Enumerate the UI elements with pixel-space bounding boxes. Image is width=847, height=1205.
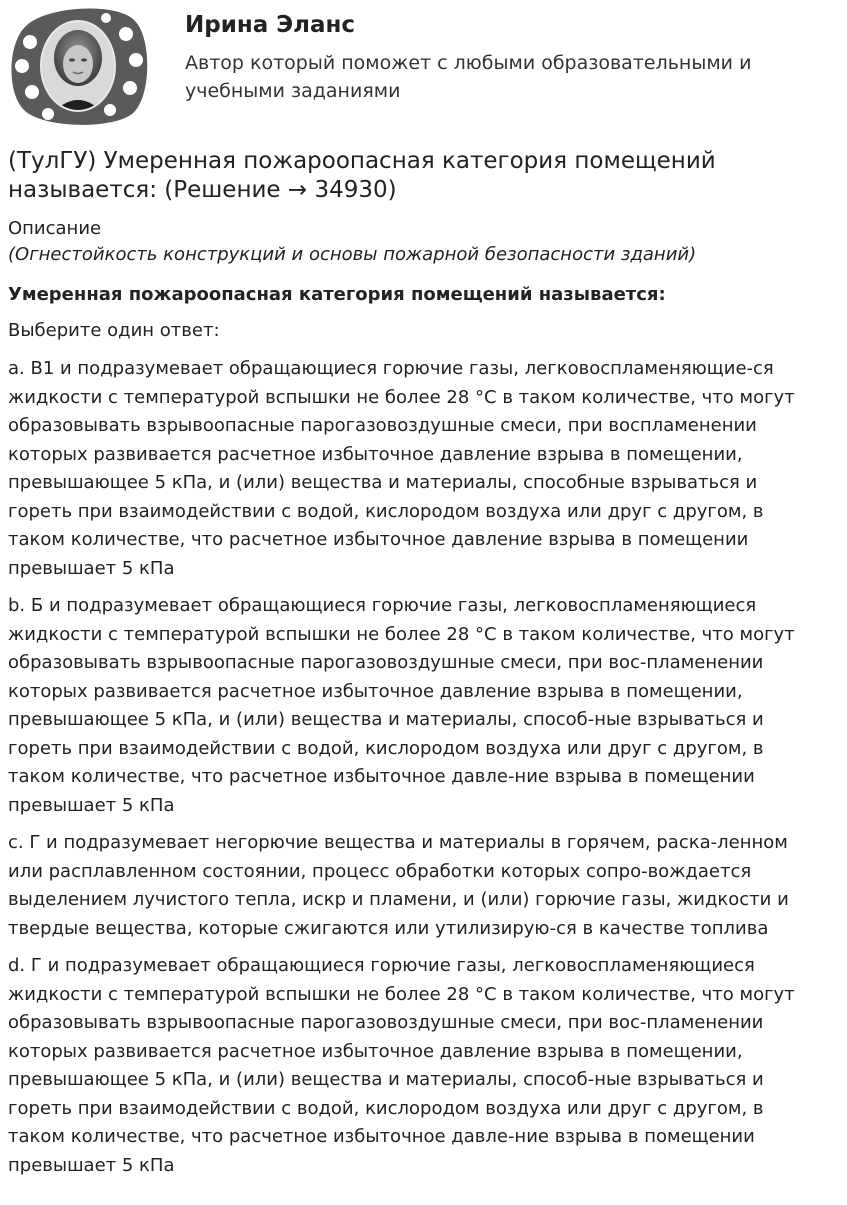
answer-prompt: Выберите один ответ: [8, 320, 220, 341]
answer-option-line: превышающее 5 кПа, и (или) вещества и материалы, способные взрываться и [8, 472, 758, 493]
answer-option-line: жидкости с температурой вспышки не более 28 °С в таком количестве, что могут [8, 386, 795, 408]
author-avatar [6, 6, 152, 126]
answer-option-line: превышает 5 кПа [8, 794, 175, 816]
answer-option-line: c. Г и подразумевает негорючие вещества и материалы в горячем, раска-ленном [8, 832, 788, 853]
answer-option-line: таком количестве, что расчетное избыточное давле-ние взрыва в помещении [8, 1126, 755, 1147]
answer-option-line: твердые вещества, которые сжигаются или утилизирую-ся в качестве топлива [8, 917, 769, 939]
answer-option-line: превышающее 5 кПа, и (или) вещества и материалы, способ-ные взрываться и [8, 709, 764, 730]
answer-option [8, 592, 844, 820]
answer-options [8, 355, 844, 1180]
page-title-line: называется: (Решение → 34930) [8, 177, 397, 203]
answer-option-line: которых развивается расчетное избыточное давление взрыва в помещении, [8, 443, 743, 465]
answer-option-line: жидкости с температурой вспышки не более 28 °С в таком количестве, что могут [8, 983, 795, 1005]
description-label: Описание [8, 218, 102, 239]
answer-option-line: образовывать взрывоопасные парогазовоздушные смеси, при вос-пламенении [8, 1012, 764, 1033]
answer-option-line: образовывать взрывоопасные парогазовоздушные смеси, при воспламенении [8, 415, 757, 436]
answer-option-line: или расплавленном состоянии, процесс обработки которых сопро-вождается [8, 860, 752, 882]
answer-option-line: гореть при взаимодействии с водой, кислородом воздуха или друг с другом, в [8, 500, 764, 522]
task-content [8, 147, 844, 1189]
answer-option-line: a. В1 и подразумевает обращающиеся горючие газы, легковоспламеняющие-ся [8, 358, 774, 379]
answer-option-line: которых развивается расчетное избыточное давление взрыва в помещении, [8, 680, 743, 702]
answer-option-line: превышает 5 кПа [8, 1154, 175, 1176]
page-title [8, 147, 844, 205]
author-description [185, 49, 825, 105]
answer-option-line: образовывать взрывоопасные парогазовоздушные смеси, при вос-пламенении [8, 652, 764, 673]
answer-option-line: таком количестве, что расчетное избыточное давле-ние взрыва в помещении [8, 766, 755, 787]
answer-option [8, 952, 844, 1180]
author-description-line: учебными заданиями [185, 80, 401, 102]
answer-option-line: таком количестве, что расчетное избыточное давление взрыва в помещении [8, 529, 749, 550]
answer-option [8, 355, 844, 583]
author-description-line: Автор который поможет с любыми образовательными и [185, 52, 752, 74]
answer-option-line: превышающее 5 кПа, и (или) вещества и материалы, способ-ные взрываться и [8, 1069, 764, 1090]
answer-option-line: гореть при взаимодействии с водой, кислородом воздуха или друг с другом, в [8, 737, 764, 759]
answer-option-line: превышает 5 кПа [8, 557, 175, 579]
answer-option [8, 829, 844, 943]
answer-option-line: которых развивается расчетное избыточное давление взрыва в помещении, [8, 1040, 743, 1062]
author-name: Ирина Эланс [185, 12, 356, 38]
subject-text: (Огнестойкость конструкций и основы пожарной безопасности зданий) [8, 244, 697, 265]
answer-option-line: выделением лучистого тепла, искр и пламени, и (или) горючие газы, жидкости и [8, 889, 789, 910]
question-text: Умеренная пожароопасная категория помещений называется: [8, 284, 666, 305]
answer-option-line: b. Б и подразумевает обращающиеся горючие газы, легковоспламеняющиеся [8, 595, 757, 616]
page-title-line: (ТулГУ) Умеренная пожароопасная категория помещений [8, 148, 716, 174]
author-header [0, 0, 847, 130]
answer-option-line: жидкости с температурой вспышки не более 28 °С в таком количестве, что могут [8, 623, 795, 645]
answer-option-line: d. Г и подразумевает обращающиеся горючие газы, легковоспламеняющиеся [8, 955, 755, 976]
answer-option-line: гореть при взаимодействии с водой, кислородом воздуха или друг с другом, в [8, 1097, 764, 1119]
